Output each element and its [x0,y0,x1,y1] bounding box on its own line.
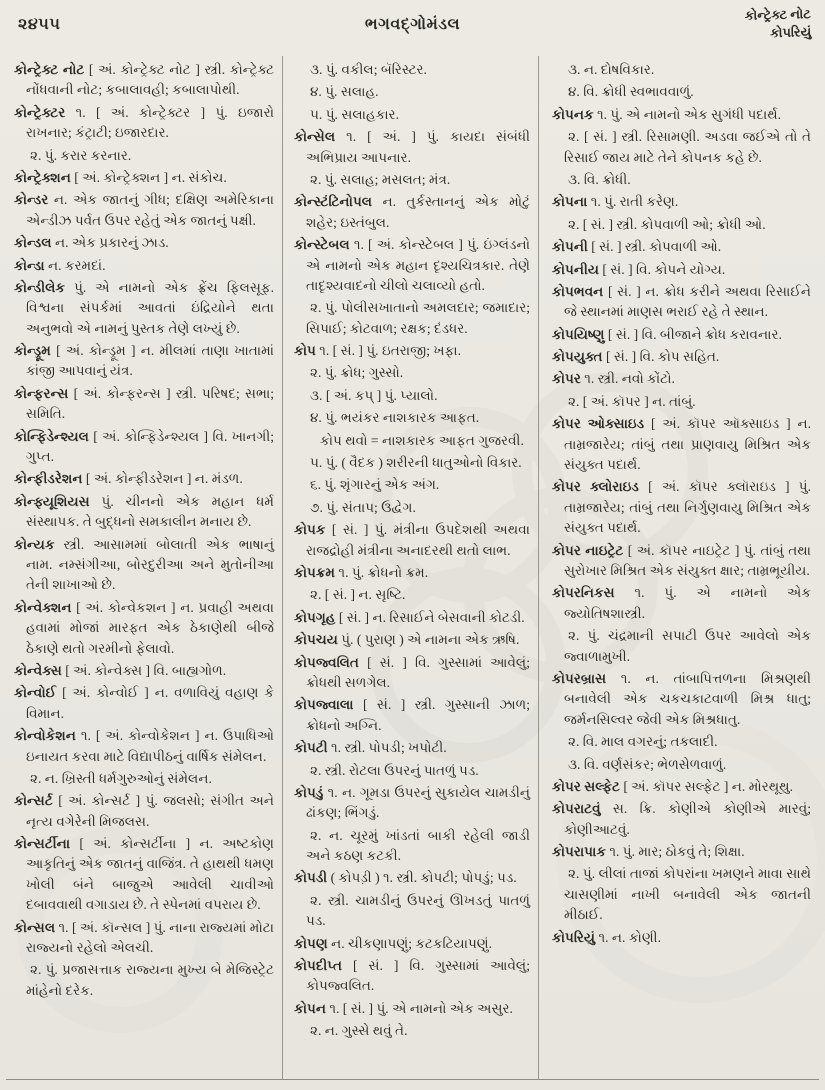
dictionary-entry [14,427,274,468]
dictionary-entry [294,653,530,694]
headword: કોપ [294,343,320,359]
dictionary-entry [14,168,274,188]
entry-text: [ અં. કૉપર સલ્ફેટ ] ન. મોરથૂથુ. [623,778,793,794]
entry-text: ૫. પું. સલાહકાર. [310,106,399,122]
entry-text: ૫. પું. ( વૈદક ) શરીરની ધાતુઓનો વિકાર. [310,455,522,471]
headword: કોપચય [294,632,342,648]
dictionary-entry [14,469,274,489]
entry-text: ૧. પું. એ નામનો એક સુગંધી પદાર્થ. [596,106,782,122]
headword: કોપની [552,239,592,255]
headword: કોપગૃહ [294,609,339,625]
dictionary-entry [552,777,811,797]
entry-sense [294,170,530,190]
entry-sense [552,626,811,667]
page-number: ૨૪૫૫ [18,16,61,33]
entry-sense [294,498,530,518]
dictionary-columns [6,56,819,1080]
entry-text: ૨. વિ. માલ વગરનું; તકલાદી. [568,734,718,750]
entry-text: ૨. પું. સલાહ; મસલત; મંત્ર. [310,171,451,187]
headword: કોન્ટ્રેક્ટર [14,104,76,120]
dictionary-entry [294,630,530,650]
headword: કોપયિષ્ણુ [552,326,608,342]
headword: કોન્સ્ટંટિનોપલ [294,194,383,210]
dictionary-entry [294,999,530,1019]
dictionary-entry [294,608,530,628]
entry-text: ૧. સ્ત્રી. પોપડી; ખપોટી. [331,740,447,756]
headword: કોપરબ્રાસ [552,670,621,686]
entry-sense [14,146,274,166]
dictionary-entry [14,598,274,659]
entry-sense [294,363,530,383]
entry-sense [294,386,530,406]
entry-text: ન. એક જાતનું ગીધ; દક્ષિણ અમેરિકાના એન્ડીઝ પર્વત ઉપર રહેતું એક જાતનું પક્ષી. [26,192,274,228]
column-2 [282,56,538,1079]
entry-sense [294,105,530,125]
entry-text: [ અં. કોન્સર્ટ ] પું. જલસો; સંગીત અને નૃત્ય વગેરેની મિજલસ. [26,793,274,829]
dictionary-entry [14,535,274,596]
entry-text: [ સં. ] પું. મંત્રીના ઉપદેશથી અથવા રાજદ્રોહી મંત્રીના અનાદરથી થતો લાભ. [306,522,530,558]
dictionary-entry [294,520,530,561]
headword: કોન્ટ્રેક્ટ નોટ [14,62,89,77]
entry-text: [ અં. કૉપર ક્લૉરાઇડ ] પું. તામ્રજારેય; તાંબું તથા નિર્ગુણવાયુ મિશ્રિત એક સંયુક્ત પદાર્થ. [564,479,812,536]
entry-text: ૧. પું. રાતી કરેણ. [590,194,679,210]
entry-text: ૨. પું. લીલાં તાજાં કોપરાંના ખમણને માવા સાથે ચાસણીમાં નાખી બનાવેલી એક જાતની મીઠાઈ. [564,866,811,923]
entry-sense [294,82,530,102]
dictionary-entry [552,414,811,475]
headword: કોન્વેક્સ [14,662,66,678]
dictionary-entry [14,60,274,101]
entry-text: [ સં. ] સ્ત્રી. કોપવાળી ઓ. [591,239,722,255]
headword: કોપજ્વાલા [294,697,363,713]
entry-text: ૨. [ સં. ] સ્ત્રી. રિસામણી. અડવા જઈએ તો તે રિસાઈ જાય માટે તેને કોપનક કહે છે. [564,129,811,165]
entry-text: ૨. ન. ખ્રિસ્તી ધર્મગુરુઓનું સંમેલન. [30,770,212,786]
dictionary-entry [294,934,530,954]
dictionary-entry [14,341,274,382]
entry-text: ૧. ન. તાંબાપિત્તળના મિશ્રણથી બનાવેલી એક ચકચકાટવાળી મિશ્ર ધાતુ; જર્મનસિલ્વર જેવી એક મિશ્રધાતુ. [564,670,811,727]
dictionary-entry [552,105,811,125]
dictionary-entry [552,541,811,582]
entry-text: [ સં. ] ન. ક્રોધ કરીને અથવા રિસાઈને જે સ્થાનમાં માણસ ભરાઈ રહે તે સ્થાન. [564,283,811,320]
entry-sense [552,215,811,235]
entry-text: ૨. ન. ચૂરમું ખાંડતાં બાકી રહેલી જાડી અને કઠણ કટકી. [306,827,530,864]
entry-text: [ અં. કોન્ટ્રેક્શન ] ન. સંકોચ. [74,169,227,185]
entry-text: [ અં. કોન્ફરન્સ ] સ્ત્રી. પરિષદ; સભા; સમિતિ. [26,385,274,422]
entry-text: ૨. સ્ત્રી. રોટલા ઉપરનું પાતળું પડ. [310,762,479,778]
dictionary-entry [552,369,811,389]
page-header [0,0,825,56]
headword: કોન્સ્ટેબલ [294,237,354,253]
entry-sense [552,732,811,752]
entry-text: [ સં. ] સ્ત્રી. ગુસ્સાની ઝાળ; ક્રોધનો અગ્નિ. [306,697,530,733]
entry-text: [ સં. ] વિ. કોપને યોગ્ય. [602,261,726,277]
entry-text: ૧. [ અં. કૉન્સલ ] પું. નાના રાજ્યમાં મોટા રાજ્યનો રહેલો એલચી. [26,919,274,956]
entry-sense [294,60,530,80]
dictionary-entry [294,783,530,824]
entry-text: ન. એક પ્રકારનું ઝાડ. [54,235,169,251]
dictionary-entry [14,384,274,425]
entry-text: [ અં. કોન્વોઈ ] ન. વળાવિયું વહાણ કે વિમાન. [26,685,274,721]
entry-text: [ અં. કોન્ફીડરેશન ] ન. મંડળ. [85,471,243,487]
headword: કોપર સલ્ફેટ [552,778,624,794]
dictionary-entry [14,233,274,253]
dictionary-entry [552,477,811,538]
entry-text: ૧. ન. કોણી. [598,929,661,945]
entry-text: પું. ( પુરાણ ) એ નામના એક ઋષિ. [341,632,520,648]
dictionary-entry [14,190,274,231]
dictionary-entry [552,282,811,323]
entry-text: [ અં. કૉપર નાઇટ્રેટ ] પું. તાંબું તથા સુરોખાર મિશ્રિત એક સંયુક્ત ક્ષાર; તામ્રભૂયીય. [564,542,811,578]
headword: કોપડું [294,784,328,800]
headword: કોન્ડલ [14,235,55,251]
entry-sense [552,60,811,80]
dictionary-entry [14,103,274,144]
headword: કોપન [294,1000,330,1016]
dictionary-entry [552,260,811,280]
headword: કોપદીપ્ત [294,958,353,974]
entry-text: [ સં. ] વિ. બીજાને ક્રોધ કરાવનાર. [607,326,782,342]
entry-sense [294,585,530,605]
headword: કોપણ [294,935,332,951]
entry-text: ૩. વિ. ક્રોધી. [568,171,631,187]
headword: કોપડી [294,870,331,886]
entry-text: [ અં. કોન્ટ્રેક્ટ નોટ ] સ્ત્રી. કોન્ટ્રેક્ટ નોંધવાની નોટ; કબાલાવહી; કબાલાપોથી. [26,62,274,98]
entry-text: ૧. [ અં. કોન્વોકેશન ] ન. ઉપાધિઓ ઇનાયત કરવા માટે વિદ્યાપીઠનું વાર્ષિક સંમેલન. [26,728,274,764]
running-head-last-entry: કોપરિયું [769,23,812,40]
running-head [745,5,812,42]
headword: કોપજ્વલિત [294,654,368,670]
dictionary-entry [294,738,530,758]
entry-text: ૨. પું. ચંદ્રમાની સપાટી ઉપર આવેલો એક જ્વાળામુખી. [564,628,811,664]
dictionary-entry [552,799,811,840]
entry-sense [294,298,530,339]
dictionary-entry [294,192,530,233]
entry-text: ૨. [ સં. ] ન. સૃષ્ટિ. [310,587,406,603]
headword: કોપર નાઇટ્રેટ [552,542,628,558]
entry-text: ૨. પું. ક્રોધ; ગુસ્સો. [310,365,404,381]
dictionary-entry [14,256,274,276]
dictionary-entry [294,563,530,583]
entry-text: ૬. પું. શૃંગારનું એક અંગ. [310,477,440,493]
entry-text: [ અં. કોન્સર્ટીના ] ન. અષ્ટકોણ આકૃતિનું એક જાતનું વાજિંત્ર. તે હાથથી ધમણ ખોલી બંને બાજુએ આવેલી ચાવીઓ દબાવવાથી વગાડાય છે. તે સ્પેનમાં વપરાય છે. [26,836,274,913]
headword: કોન્વેક્શન [14,599,77,615]
headword: કોન્ફીડરેશન [14,471,86,487]
headword: કોન્ફિડેન્શ્યલ [14,428,94,444]
headword: કોન્સેલ [294,129,347,145]
entry-text: ૨. પું. પ્રજાસત્તાક રાજ્યના મુખ્ય બે મેજિસ્ટ્રેટ માંહેનો દરેક. [26,962,274,998]
dictionary-entry [294,956,530,997]
headword: કોન્સલ [14,919,59,935]
entry-sense [552,392,811,412]
entry-text: [ અં. કોન્વેક્સ ] વિ. બાહ્યગોળ. [65,662,227,678]
entry-sense [552,755,811,775]
dictionary-entry [552,347,811,367]
headword: કોન્ડીલેક [14,279,75,295]
entry-sense [294,475,530,495]
entry-text: [ અં. કૉપર ઑક્સાઇડ ] ન. તામ્રજારેય; તાંબું તથા પ્રાણવાયુ મિશ્રિત એક સંયુક્ત પદાર્થ. [564,416,811,473]
entry-text: ૨. [ સં. ] સ્ત્રી. કોપવાળી ઓ; ક્રોધી ઓ. [568,216,766,232]
entry-text: [ સં. ] વિ. ગુસ્સામાં આવેલું; કોપજ્વલિત. [306,958,530,994]
entry-text: ૪. પું. ભયંકર નાશકારક આફત. [310,410,480,426]
headword: કોન્ફરન્સ [14,385,74,401]
headword: કોપરિયું [552,929,599,945]
headword: કોપરાપાક [552,844,610,860]
entry-text: ન. તુર્કસ્તાનનું એક મોટું શહેર; ઇસ્તંબુલ. [306,194,530,230]
entry-text: [ સં. ] વિ. કોપ સહિત. [605,349,720,365]
headword: કોપરનિકસ [552,585,635,601]
headword: કોપક્રમ [294,564,339,580]
entry-text: ૪. વિ. ક્રોધી સ્વભાવવાળું. [568,84,694,100]
entry-sense [294,408,530,428]
entry-text: સ્ત્રી. આસામમાં બોલાતી એક ભાષાનું નામ. નમ્સંગીઆ, બોરદુરીઆ અને મુતોનીઆ તેની શાખાઓ છે. [26,536,275,593]
headword: કોપનીય [552,261,603,277]
dictionary-entry [14,918,274,959]
entry-text: ૭. પું. સંતાપ; ઉદ્વેગ. [310,499,416,515]
entry-text: [ અં. કોન્ફિડેન્શ્યલ ] વિ. ખાનગી; ગુપ્ત. [26,428,274,465]
dictionary-entry [14,683,274,724]
entry-sense [552,864,811,925]
entry-sense [552,170,811,190]
headword: કોન્વોઈ [14,685,63,701]
entry-text: ન. કરમદાં. [48,257,106,273]
entry-sense [294,1021,530,1041]
column-3 [538,56,819,1079]
headword: કોપના [552,194,591,210]
entry-text: કોપ થવો = નાશકારક આફત ગુજરવી. [320,432,524,448]
headword: કોપનક [552,106,597,122]
entry-text: ૩. [ અં. કપ્ ] પું. પ્યાલો. [310,387,438,403]
entry-sense [552,82,811,102]
entry-text: પું. એ નામનો એક ફ્રેંચ ફિલસૂફ. વિશ્વના સંપર્કમાં આવતાં ઇંદ્રિયોને થતા અનુભવો એ નામનું પુસ્તક તેણે લખ્યું છે. [26,279,274,336]
entry-sense [294,826,530,867]
dictionary-entry [294,341,530,361]
entry-text: ૧. [ અં. કોન્ટ્રેક્ટર ] પું. ઇજારો રાખનાર; કંટ્રાટી; ઇજારદાર. [26,104,275,141]
entry-text: [ સં. ] વિ. ગુસ્સામાં આવેલું; ક્રોધથી સળગેલ. [306,654,530,690]
entry-text: ૧. [ સં. ] પું. ઇતરાજી; ખફા. [319,343,461,359]
book-title: ભગવદ્ગોમંડલ [364,16,461,33]
dictionary-entry [294,235,530,296]
entry-text: ૨. ન. ગુસ્સે થવું તે. [310,1023,408,1039]
dictionary-entry [552,325,811,345]
entry-sense [294,453,530,473]
entry-text: ૨. પું. કરાર કરનાર. [30,147,132,163]
headword: કોપક [294,522,332,538]
headword: કોન્ડર [14,192,54,208]
dictionary-entry [14,661,274,681]
entry-text: [ સં. ] ન. રિસાઈને બેસવાની કોટડી. [338,609,525,625]
dictionary-entry [14,492,274,533]
entry-text: ૧. [ અં. ] પું. કાયદા સંબંધી અભિપ્રાય આપનાર. [306,129,530,165]
entry-text: ૨. સ્ત્રી. ચામડીનું ઉપરનું ઊખડતું પાતળું પડ. [306,892,530,929]
entry-text: ૧. પું. ક્રોધનો ક્રમ. [338,564,429,580]
dictionary-entry [14,791,274,832]
headword: કોન્સર્ટ [14,793,59,809]
entry-text: ૪. પું. સલાહ. [310,84,379,100]
entry-text: ૧. પું. એ નામનો એક જ્યોતિષશાસ્ત્રી. [564,585,811,621]
entry-text: ૧. [ સં. ] પું. એ નામનો એક અસુર. [329,1000,513,1016]
headword: કોન્સર્ટીના [14,836,80,852]
headword: કોન્ડ્રૂમ [14,343,57,359]
entry-text: ૨. [ અં. કૉપર ] ન. તાંબું. [568,393,696,409]
headword: કોપયુક્ત [552,349,606,365]
entry-text: ૩. પું. વકીલ; બૅરિસ્ટર. [310,62,427,77]
dictionary-entry [552,928,811,948]
entry-text: ( કોપડ઼ી ) ૧. સ્ત્રી. કોપટી; પોપડું; પડ. [330,870,517,886]
entry-text: પું. ચીનનો એક મહાન ધર્મ સંસ્થાપક. તે બુદ્ધનો સમકાલીન મનાય છે. [26,493,274,530]
headword: કોપર ઓક્સાઇડ [552,416,651,432]
entry-sense [14,960,274,1001]
dictionary-entry [552,583,811,624]
headword: કોન્ડા [14,257,48,273]
headword: કોન્યક [14,536,64,552]
dictionary-entry [294,868,530,888]
dictionary-entry [552,237,811,257]
dictionary-entry [294,127,530,168]
headword: કોપર ક્લોરાઇડ [552,479,649,495]
headword: કોપટી [294,740,332,756]
dictionary-entry [552,192,811,212]
headword: કોપર [552,371,585,387]
entry-text: [ અં. કોન્ડ્રૂમ ] ન. મીલમાં તાણા ખાતામાં કાંજી આપવાનું યંત્ર. [26,343,275,379]
entry-text: ૩. વિ. વર્ણસંકર; ભેળસેળવાળું. [568,756,727,772]
headword: કોપરાટવું [552,801,613,817]
dictionary-entry [552,669,811,730]
running-head-first-entry: કોન્ટ્રેક્ટ નોટ [744,6,811,23]
entry-text: ૧. પું. માર; ઠોકવું તે; શિક્ષા. [609,844,745,860]
entry-text: ૩. ન. દોષવિકાર. [568,62,655,77]
dictionary-entry [14,834,274,916]
entry-text: ૧. [ અં. કોન્સ્ટેબલ ] પું. ઇંગ્લંડનો એ નામનો એક મહાન દૃશ્યચિત્રકાર. તેણે તાદૃશ્યવાદનો ચીલો ચલાવ્યો હતો. [306,237,531,293]
dictionary-entry [14,726,274,767]
dictionary-entry [552,842,811,862]
entry-sense [294,891,530,932]
headword: કોન્વોકેશન [14,728,81,744]
headword: કોન્ફ્યૂશિયસ [14,493,102,509]
entry-text: ૧. ન. ગૂમડા ઉપરનું સુકાયેલ ચામડીનું ઢાંકણ; ભિંગડું. [306,784,530,821]
entry-sense [14,769,274,789]
dictionary-entry [294,695,530,736]
entry-phrase [294,431,530,451]
entry-sense [552,127,811,168]
entry-text: ૨. પું. પોલીસખાતાનો અમલદાર; જમાદાર; સિપાઈ; કોટવાળ; રક્ષક; દંડધર. [306,300,530,336]
entry-text: સ. ક્રિ. કોણીએ કોણીએ મારવું; કોણીઆટવું. [564,801,811,837]
headword: કોપભવન [552,283,608,299]
entry-text: ૧. સ્ત્રી. નવો કોંટો. [584,371,675,387]
entry-text: ન. ચીકણાપણું; કટકટિયાપણું. [331,935,493,951]
column-1 [6,56,282,1079]
dictionary-entry [14,278,274,339]
entry-sense [294,761,530,781]
entry-text: [ અં. કોન્વેકશન ] ન. પ્રવાહી અથવા હવામાં મોજાં મારફત એક ઠેકાણેથી બીજે ઠેકાણે થતો ગરમીનો ફેલાવો. [26,599,274,656]
headword: કોન્ટ્રેક્શન [14,169,75,185]
